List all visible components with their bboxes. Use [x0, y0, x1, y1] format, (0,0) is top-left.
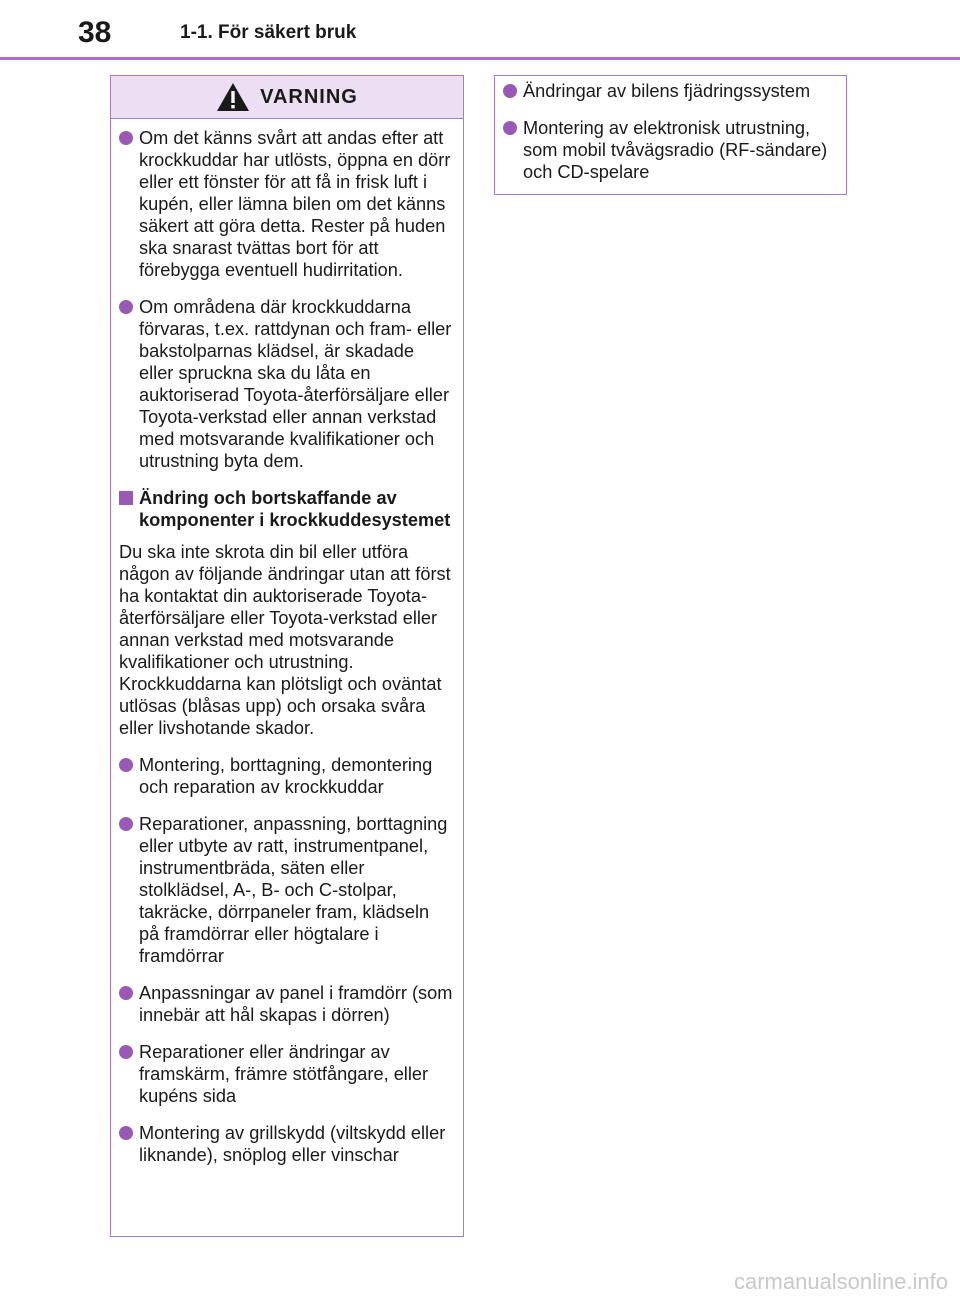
header-divider: [0, 57, 960, 60]
list-item-text: Montering, borttagning, demontering och reparation av krockkuddar: [139, 755, 433, 797]
body-paragraph: Du ska inte skrota din bil eller utföra någon av följande ändringar utan att först ha kontaktat din auktoriserade Toyota-återförsäljare eller Toyota-verkstad eller annan verkstad med motsvarande kvalifikationer och utrustning. Krockkuddarna kan plötsligt och oväntat utlösas (blåsas upp) och orsaka svåra eller livshotande skador.: [119, 542, 451, 738]
warning-header: [111, 76, 463, 119]
list-item-text: Montering av elektronisk utrustning, som mobil tvåvägsradio (RF-sändare) och CD-spelare: [523, 118, 828, 182]
warning-continued-box: [494, 75, 847, 195]
purple-dot-icon: [119, 986, 133, 1000]
purple-square-icon: [119, 491, 133, 505]
list-item: [119, 813, 453, 967]
list-item: [119, 1041, 453, 1107]
section-title: 1-1. För säkert bruk: [180, 22, 357, 43]
continued-content: [495, 76, 846, 183]
footer-watermark: carmanualsonline.info: [733, 1269, 948, 1294]
list-item: [119, 754, 453, 798]
list-item-text: Anpassningar av panel i framdörr (som innebär att hål skapas i dörren): [139, 983, 453, 1025]
purple-dot-icon: [119, 131, 133, 145]
purple-dot-icon: [119, 817, 133, 831]
purple-dot-icon: [119, 1045, 133, 1059]
purple-dot-icon: [119, 1126, 133, 1140]
list-item: [119, 982, 453, 1026]
list-item: [503, 117, 836, 183]
list-item-text: Reparationer, anpassning, borttagning eller utbyte av ratt, instrumentpanel, instrumentbräda, säten eller stolklädsel, A-, B- och C-stolpar, takräcke, dörrpaneler fram, klädseln på framdörrar eller högtalare i framdörrar: [139, 814, 448, 966]
purple-dot-icon: [503, 84, 517, 98]
page-header: [0, 0, 960, 60]
list-item: [119, 127, 453, 281]
warning-box: [110, 75, 464, 1237]
list-item-text: Om områdena där krockkuddarna förvaras, t.ex. rattdynan och fram- eller bakstolparnas klädsel, är skadade eller spruckna ska du låta en auktoriserad Toyota-återförsäljare eller Toyota-verkstad eller annan verkstad med motsvarande kvalifikationer och utrustning byta dem.: [139, 297, 452, 471]
warning-content: [111, 119, 463, 1166]
warning-triangle-icon: [216, 82, 250, 112]
subheading-text: Ändring och bortskaffande av komponenter i krockkuddesystemet: [139, 488, 451, 530]
page-number: 38: [78, 16, 112, 49]
list-item-text: Ändringar av bilens fjädringssystem: [523, 81, 811, 101]
list-item-text: Om det känns svårt att andas efter att krockkuddar har utlösts, öppna en dörr eller ett fönster för att få in frisk luft i kupén, eller lämna bilen om det känns säkert att göra detta. Rester på huden ska snarast tvättas bort för att förebygga eventuell hudirritation.: [139, 128, 451, 280]
list-item: [503, 80, 836, 102]
purple-dot-icon: [119, 758, 133, 772]
purple-dot-icon: [119, 300, 133, 314]
purple-dot-icon: [503, 121, 517, 135]
warning-label: VARNING: [260, 85, 358, 108]
list-item-text: Reparationer eller ändringar av framskärm, främre stötfångare, eller kupéns sida: [139, 1042, 429, 1106]
list-item: [119, 1122, 453, 1166]
subheading: [119, 487, 453, 531]
list-item-text: Montering av grillskydd (viltskydd eller liknande), snöplog eller vinschar: [139, 1123, 446, 1165]
list-item: [119, 296, 453, 472]
